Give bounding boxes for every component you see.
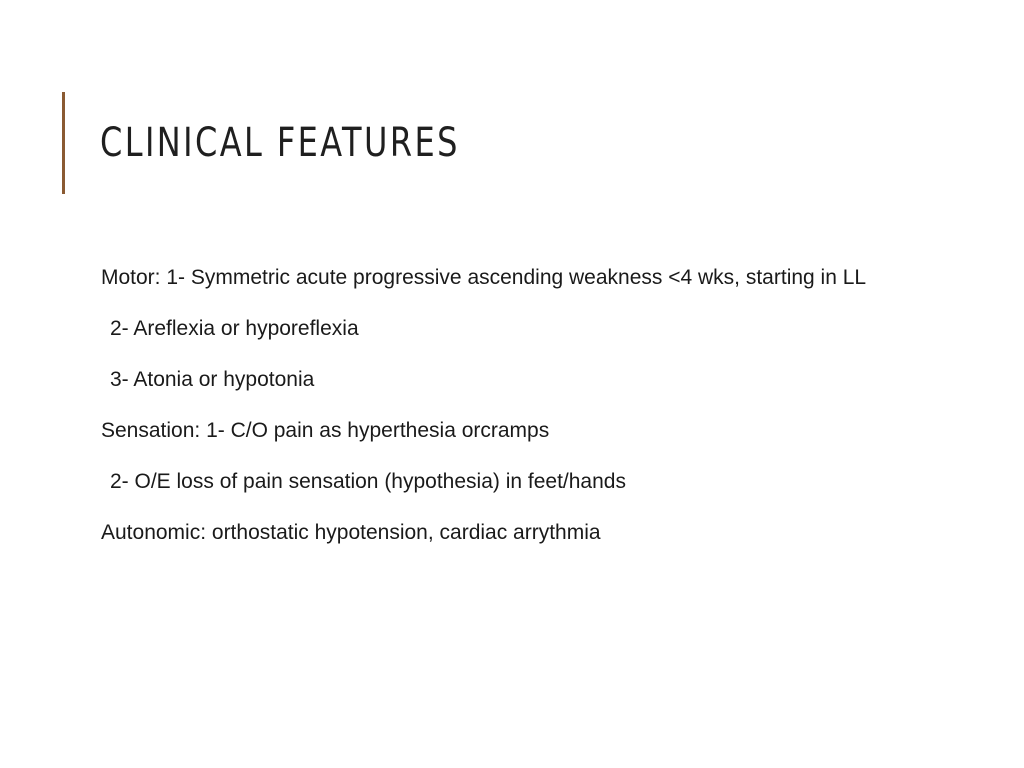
slide-content [101, 262, 921, 568]
title-accent-bar [62, 92, 65, 194]
autonomic-line: Autonomic: orthostatic hypotension, cardiac arrythmia [101, 521, 601, 544]
motor-line: Motor: 1- Symmetric acute progressive ascending weakness <4 wks, starting in LL [101, 266, 867, 289]
motor-item-areflexia: 2- Areflexia or hyporeflexia [110, 317, 359, 340]
slide-title: CLINICAL FEATURES [100, 120, 460, 166]
sensation-item-loss: 2- O/E loss of pain sensation (hypothesia) in feet/hands [110, 470, 626, 493]
motor-item-atonia: 3- Atonia or hypotonia [110, 368, 315, 391]
sensation-line: Sensation: 1- C/O pain as hyperthesia orcramps [101, 419, 550, 442]
